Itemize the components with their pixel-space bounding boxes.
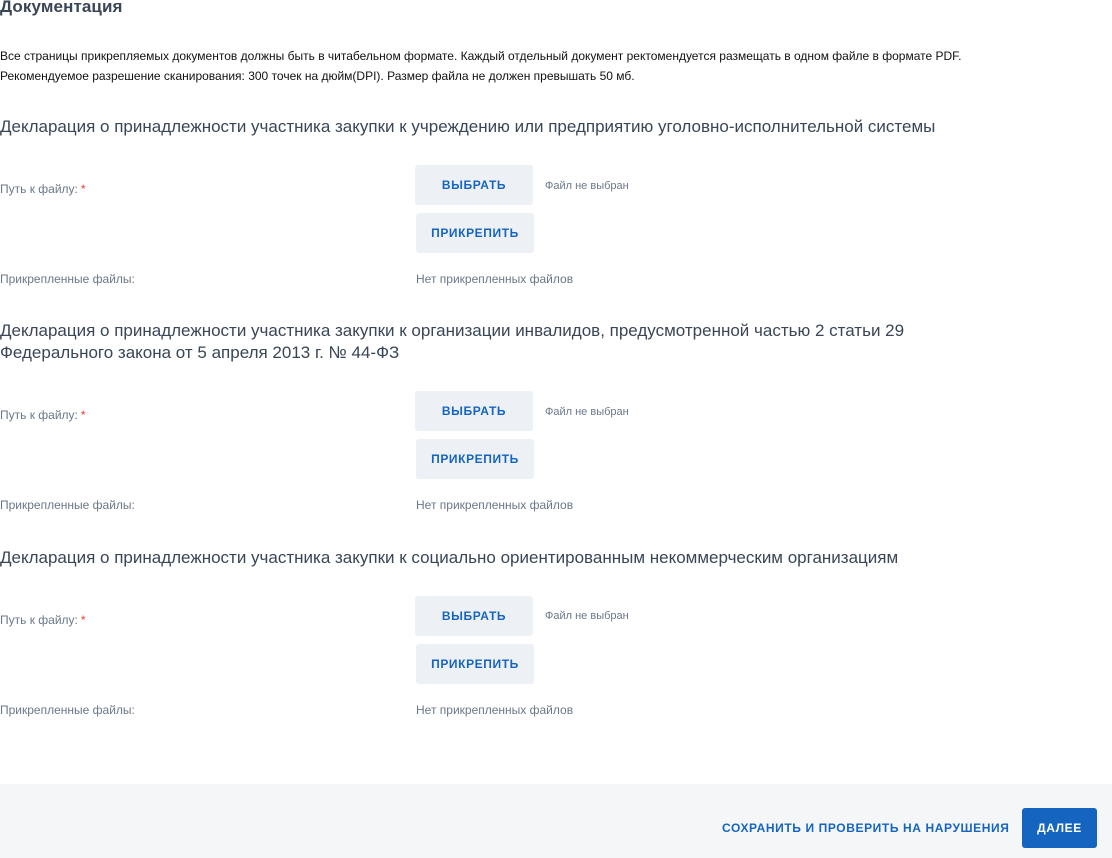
required-mark: *	[80, 408, 86, 422]
section-title: Декларация о принадлежности участника закупки к организации инвалидов, предусмотренной частью 2 статьи 29 Федерального закона от 5 апреля 2013 г. № 44-ФЗ	[0, 321, 905, 362]
intro-line-2: Рекомендуемое разрешение сканирования: 300 точек на дюйм(DPI). Размер файла не должен превышать 50 мб.	[0, 69, 635, 83]
intro-text	[0, 46, 1100, 86]
attach-file-button[interactable]: ПРИКРЕПИТЬ	[416, 439, 534, 479]
attached-files-value: Нет прикрепленных файлов	[416, 703, 574, 717]
document-section-3	[0, 547, 1100, 727]
required-mark: *	[80, 182, 86, 196]
next-button[interactable]: ДАЛЕЕ	[1022, 808, 1097, 848]
choose-file-button[interactable]: ВЫБРАТЬ	[415, 165, 533, 205]
page-title: Документация	[0, 0, 123, 16]
file-status: Файл не выбран	[545, 610, 629, 622]
file-status: Файл не выбран	[545, 180, 629, 192]
choose-file-button[interactable]: ВЫБРАТЬ	[415, 391, 533, 431]
file-path-label	[0, 613, 86, 627]
file-path-label-text: Путь к файлу:	[0, 182, 78, 196]
document-section-1	[0, 116, 1100, 296]
attach-file-button[interactable]: ПРИКРЕПИТЬ	[416, 644, 534, 684]
file-path-label	[0, 408, 86, 422]
file-path-label-text: Путь к файлу:	[0, 613, 78, 627]
attached-files-label: Прикрепленные файлы:	[0, 498, 135, 512]
attached-files-label: Прикрепленные файлы:	[0, 703, 135, 717]
attached-files-label: Прикрепленные файлы:	[0, 272, 135, 286]
attach-file-button[interactable]: ПРИКРЕПИТЬ	[416, 213, 534, 253]
section-title: Декларация о принадлежности участника закупки к учреждению или предприятию уголовно-исполнительной системы	[0, 117, 936, 136]
attached-files-value: Нет прикрепленных файлов	[416, 498, 574, 512]
section-title: Декларация о принадлежности участника закупки к социально ориентированным некоммерческим организациям	[0, 548, 899, 567]
document-section-2	[0, 320, 1100, 520]
choose-file-button[interactable]: ВЫБРАТЬ	[415, 596, 533, 636]
file-status: Файл не выбран	[545, 406, 629, 418]
attached-files-value: Нет прикрепленных файлов	[416, 272, 574, 286]
file-path-label	[0, 182, 86, 196]
file-path-label-text: Путь к файлу:	[0, 408, 78, 422]
intro-line-1: Все страницы прикрепляемых документов должны быть в читабельном формате. Каждый отдельный документ ректомендуется размещать в одном файле в формате PDF.	[0, 49, 962, 63]
required-mark: *	[80, 613, 86, 627]
save-and-check-button[interactable]: СОХРАНИТЬ И ПРОВЕРИТЬ НА НАРУШЕНИЯ	[722, 821, 1010, 835]
footer-action-bar	[0, 784, 1112, 858]
